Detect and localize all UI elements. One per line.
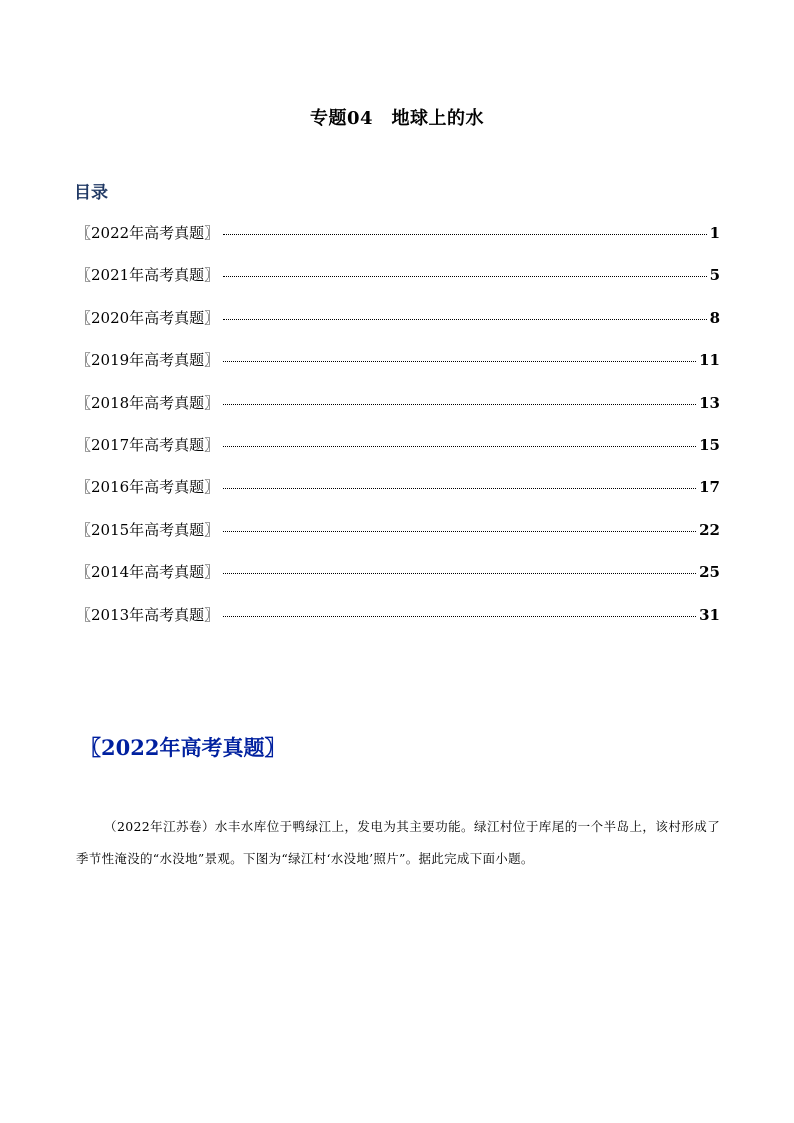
document-title: 专题04 地球上的水 — [309, 108, 485, 129]
table-of-contents — [76, 222, 720, 646]
question-intro-paragraph: （2022年江苏卷）水丰水库位于鸭绿江上，发电为其主要功能。绿江村位于库尾的一个半岛上，该村形成了季节性淹没的“水没地”景观。下图为“绿江村‘水没地’照片”。据此完成下面小题。 — [76, 818, 720, 866]
toc-leader-dots — [223, 276, 706, 277]
toc-entry[interactable] — [76, 392, 720, 434]
toc-heading: 目录 — [74, 183, 108, 203]
toc-leader-dots — [223, 573, 696, 574]
toc-entry-page: 11 — [699, 351, 720, 370]
toc-entry[interactable] — [76, 604, 720, 646]
toc-entry-label: 〖2021年高考真题〗 — [76, 266, 220, 285]
toc-leader-dots — [223, 404, 696, 405]
toc-entry-page: 5 — [709, 266, 720, 285]
toc-entry-label: 〖2019年高考真题〗 — [76, 351, 220, 370]
toc-entry-label: 〖2014年高考真题〗 — [76, 563, 220, 582]
toc-entry-label: 〖2013年高考真题〗 — [76, 605, 220, 624]
toc-entry-label: 〖2018年高考真题〗 — [76, 393, 220, 412]
toc-entry-page: 8 — [709, 308, 720, 327]
section-heading-2022: 〖2022年高考真题〗 — [80, 735, 286, 760]
toc-entry-label: 〖2015年高考真题〗 — [76, 520, 220, 539]
toc-entry-label: 〖2016年高考真题〗 — [76, 478, 220, 497]
toc-entry-page: 1 — [709, 224, 720, 242]
toc-entry[interactable] — [76, 476, 720, 518]
toc-entry-page: 25 — [699, 563, 720, 582]
toc-leader-dots — [223, 488, 696, 489]
toc-entry-page: 15 — [699, 435, 720, 454]
toc-leader-dots — [223, 531, 696, 532]
toc-entry[interactable] — [76, 519, 720, 561]
toc-entry[interactable] — [76, 561, 720, 603]
toc-entry-label: 〖2020年高考真题〗 — [76, 308, 220, 327]
toc-entry[interactable] — [76, 307, 720, 349]
toc-leader-dots — [223, 361, 696, 362]
toc-entry-page: 22 — [699, 520, 720, 539]
toc-leader-dots — [223, 616, 696, 617]
toc-entry-page: 17 — [699, 478, 720, 497]
toc-entry-page: 31 — [699, 605, 720, 624]
toc-entry-label: 〖2017年高考真题〗 — [76, 435, 220, 454]
toc-entry[interactable] — [76, 264, 720, 306]
toc-entry-label: 〖2022年高考真题〗 — [76, 224, 220, 242]
toc-entry[interactable] — [76, 349, 720, 391]
toc-entry[interactable] — [76, 222, 720, 264]
toc-entry[interactable] — [76, 434, 720, 476]
toc-leader-dots — [223, 446, 696, 447]
toc-leader-dots — [223, 234, 706, 235]
toc-entry-page: 13 — [699, 393, 720, 412]
toc-leader-dots — [223, 319, 706, 320]
